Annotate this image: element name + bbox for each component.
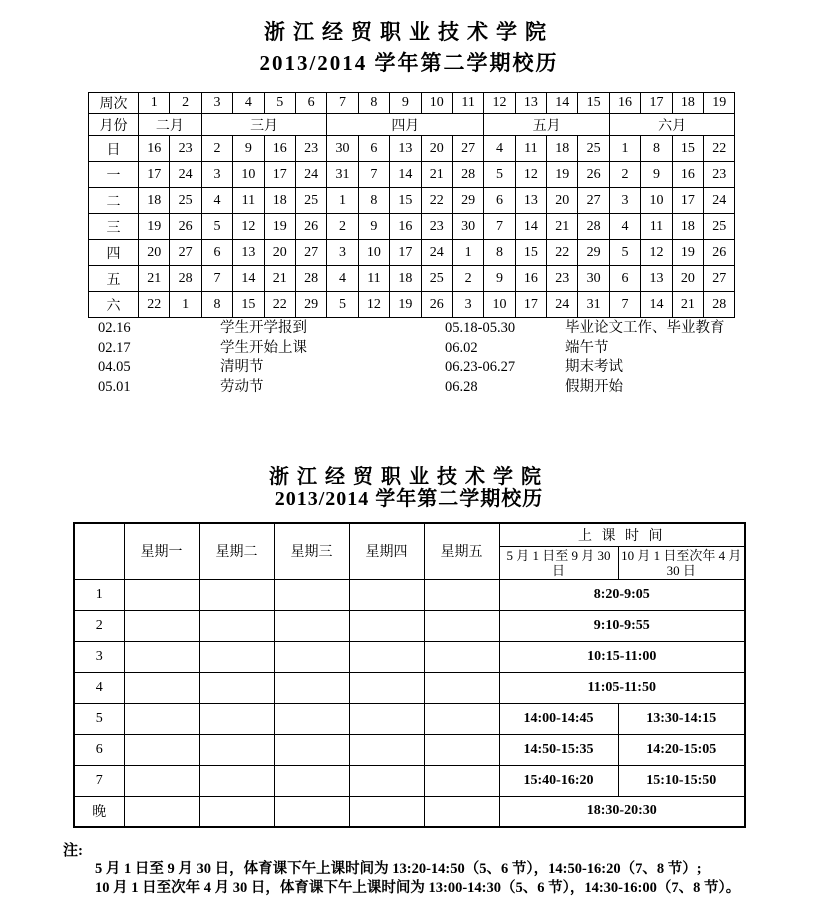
key-date-event: 学生开始上课 [220, 339, 307, 356]
schedule-empty-cell [349, 734, 424, 765]
date-cell: 20 [547, 188, 578, 214]
date-cell: 27 [452, 136, 483, 162]
date-cell: 7 [484, 214, 515, 240]
date-cell: 10 [484, 292, 515, 318]
week-number-cell: 6 [295, 93, 326, 114]
date-cell: 7 [358, 162, 389, 188]
date-cell: 26 [704, 240, 735, 266]
date-cell: 28 [704, 292, 735, 318]
schedule-empty-cell [424, 765, 499, 796]
period-label-cell: 5 [74, 703, 124, 734]
schedule-title-semester: 2013/2014 学年第二学期校历 [274, 488, 544, 510]
period-label-cell: 6 [74, 734, 124, 765]
date-cell: 20 [672, 266, 703, 292]
date-cell: 26 [170, 214, 201, 240]
date-cell: 16 [139, 136, 170, 162]
weekday-header-cell: 星期四 [349, 523, 424, 579]
time-range-summer-cell: 14:00-14:45 [499, 703, 618, 734]
key-dates-list [98, 319, 725, 397]
weekday-date-row [89, 292, 735, 318]
date-cell: 31 [578, 292, 609, 318]
date-cell: 26 [578, 162, 609, 188]
weekday-date-row [89, 162, 735, 188]
date-cell: 13 [390, 136, 421, 162]
time-range-winter-cell: 15:10-15:50 [618, 765, 745, 796]
weekday-header-cell: 星期五 [424, 523, 499, 579]
date-cell: 30 [452, 214, 483, 240]
date-cell: 25 [578, 136, 609, 162]
footnote-line-summer: 5 月 1 日至 9 月 30 日，体育课下午上课时间为 13:20-14:50（5、6 节），14:50-16:20（7、8 节）; [95, 861, 702, 877]
date-cell: 16 [264, 136, 295, 162]
time-range-cell: 18:30-20:30 [499, 796, 745, 827]
date-cell: 9 [484, 266, 515, 292]
date-cell: 2 [609, 162, 640, 188]
week-number-cell: 1 [139, 93, 170, 114]
key-date-value: 02.16 [98, 320, 131, 336]
schedule-header-row [74, 523, 745, 546]
date-cell: 25 [170, 188, 201, 214]
schedule-period-row [74, 765, 745, 796]
week-number-cell: 10 [421, 93, 452, 114]
date-cell: 12 [358, 292, 389, 318]
date-cell: 12 [641, 240, 672, 266]
class-time-header-cell: 上 课 时 间 [499, 523, 745, 546]
calendar-title-semester: 2013/2014 学年第二学期校历 [259, 51, 559, 75]
weekday-date-row [89, 188, 735, 214]
schedule-corner-cell [74, 523, 124, 579]
date-cell: 19 [390, 292, 421, 318]
date-cell: 22 [547, 240, 578, 266]
date-cell: 25 [421, 266, 452, 292]
semester-calendar-table [88, 92, 735, 318]
time-range-summer-cell: 15:40-16:20 [499, 765, 618, 796]
week-number-cell: 5 [264, 93, 295, 114]
key-date-value: 05.18-05.30 [445, 320, 516, 336]
key-date-row [98, 319, 725, 339]
date-cell: 17 [139, 162, 170, 188]
schedule-period-row [74, 610, 745, 641]
time-range-cell: 8:20-9:05 [499, 579, 745, 610]
schedule-empty-cell [124, 641, 199, 672]
date-cell: 29 [578, 240, 609, 266]
date-cell: 13 [233, 240, 264, 266]
date-cell: 7 [201, 266, 232, 292]
date-cell: 22 [139, 292, 170, 318]
schedule-empty-cell [274, 672, 349, 703]
schedule-empty-cell [274, 765, 349, 796]
week-number-cell: 11 [452, 93, 483, 114]
date-cell: 9 [641, 162, 672, 188]
weekday-date-row [89, 266, 735, 292]
schedule-empty-cell [424, 796, 499, 827]
schedule-empty-cell [349, 796, 424, 827]
schedule-empty-cell [424, 672, 499, 703]
date-cell: 14 [641, 292, 672, 318]
schedule-title-school-name: 浙江经贸职业技术学院 [269, 466, 549, 488]
date-cell: 20 [264, 240, 295, 266]
schedule-empty-cell [349, 703, 424, 734]
period-label-cell: 晚 [74, 796, 124, 827]
date-cell: 12 [515, 162, 546, 188]
date-cell: 23 [421, 214, 452, 240]
date-cell: 14 [233, 266, 264, 292]
week-number-cell: 4 [233, 93, 264, 114]
date-cell: 11 [358, 266, 389, 292]
schedule-empty-cell [424, 703, 499, 734]
footnote-line-winter: 10 月 1 日至次年 4 月 30 日，体育课下午上课时间为 13:00-14:30（5、6 节），14:30-16:00（7、8 节）。 [95, 879, 741, 896]
schedule-empty-cell [349, 579, 424, 610]
schedule-empty-cell [274, 703, 349, 734]
date-cell: 21 [672, 292, 703, 318]
month-row-label: 月份 [89, 114, 139, 136]
weekday-label: 二 [89, 188, 139, 214]
date-cell: 7 [609, 292, 640, 318]
date-cell: 19 [264, 214, 295, 240]
date-cell: 27 [704, 266, 735, 292]
date-cell: 29 [452, 188, 483, 214]
period-label-cell: 7 [74, 765, 124, 796]
schedule-period-row [74, 734, 745, 765]
key-date-value: 06.02 [445, 339, 478, 356]
key-date-event: 假期开始 [565, 378, 623, 395]
schedule-empty-cell [349, 765, 424, 796]
key-date-event: 劳动节 [220, 378, 264, 395]
date-cell: 30 [327, 136, 358, 162]
date-cell: 5 [201, 214, 232, 240]
schedule-period-row [74, 579, 745, 610]
date-cell: 13 [515, 188, 546, 214]
month-cell: 四月 [327, 114, 484, 136]
date-cell: 9 [233, 136, 264, 162]
date-cell: 15 [515, 240, 546, 266]
date-cell: 23 [170, 136, 201, 162]
date-cell: 17 [672, 188, 703, 214]
schedule-empty-cell [199, 641, 274, 672]
footnote-label: 注: [63, 843, 83, 859]
date-cell: 11 [233, 188, 264, 214]
key-date-event: 期末考试 [565, 359, 623, 375]
date-cell: 27 [295, 240, 326, 266]
date-cell: 20 [421, 136, 452, 162]
schedule-empty-cell [424, 734, 499, 765]
date-cell: 2 [452, 266, 483, 292]
date-cell: 24 [547, 292, 578, 318]
schedule-empty-cell [199, 579, 274, 610]
key-date-row [98, 339, 725, 359]
date-cell: 11 [641, 214, 672, 240]
date-cell: 2 [201, 136, 232, 162]
date-cell: 5 [327, 292, 358, 318]
week-number-cell: 8 [358, 93, 389, 114]
key-date-value: 06.23-06.27 [445, 359, 516, 375]
key-date-value: 05.01 [98, 378, 131, 395]
date-cell: 24 [421, 240, 452, 266]
date-cell: 21 [264, 266, 295, 292]
date-cell: 19 [547, 162, 578, 188]
weekday-date-row [89, 136, 735, 162]
schedule-empty-cell [199, 610, 274, 641]
date-cell: 2 [327, 214, 358, 240]
key-date-event: 学生开学报到 [220, 320, 307, 336]
weekday-date-row [89, 240, 735, 266]
date-cell: 25 [704, 214, 735, 240]
date-cell: 21 [139, 266, 170, 292]
date-cell: 10 [233, 162, 264, 188]
schedule-period-row [74, 641, 745, 672]
period-label-cell: 4 [74, 672, 124, 703]
weekday-label: 日 [89, 136, 139, 162]
date-cell: 17 [515, 292, 546, 318]
date-cell: 16 [390, 214, 421, 240]
date-cell: 24 [704, 188, 735, 214]
date-cell: 8 [358, 188, 389, 214]
date-cell: 17 [264, 162, 295, 188]
schedule-period-row [74, 703, 745, 734]
week-number-cell: 9 [390, 93, 421, 114]
week-row-label: 周次 [89, 93, 139, 114]
date-cell: 28 [578, 214, 609, 240]
date-cell: 29 [295, 292, 326, 318]
date-cell: 22 [264, 292, 295, 318]
week-number-cell: 15 [578, 93, 609, 114]
date-cell: 15 [390, 188, 421, 214]
schedule-empty-cell [424, 579, 499, 610]
class-time-schedule-table [73, 522, 746, 828]
weekday-label: 五 [89, 266, 139, 292]
date-cell: 27 [170, 240, 201, 266]
weekday-header-cell: 星期二 [199, 523, 274, 579]
schedule-empty-cell [274, 734, 349, 765]
date-cell: 27 [578, 188, 609, 214]
date-cell: 16 [515, 266, 546, 292]
date-cell: 6 [484, 188, 515, 214]
date-cell: 15 [233, 292, 264, 318]
time-range-cell: 9:10-9:55 [499, 610, 745, 641]
date-cell: 8 [641, 136, 672, 162]
schedule-empty-cell [124, 796, 199, 827]
date-cell: 5 [609, 240, 640, 266]
key-date-event: 端午节 [565, 339, 609, 356]
date-cell: 28 [295, 266, 326, 292]
date-cell: 4 [484, 136, 515, 162]
date-cell: 14 [515, 214, 546, 240]
period-label-cell: 1 [74, 579, 124, 610]
date-cell: 23 [704, 162, 735, 188]
date-cell: 25 [295, 188, 326, 214]
weekday-label: 一 [89, 162, 139, 188]
time-range-winter-cell: 13:30-14:15 [618, 703, 745, 734]
month-cell: 五月 [484, 114, 610, 136]
date-cell: 15 [672, 136, 703, 162]
weekday-label: 六 [89, 292, 139, 318]
weekday-header-cell: 星期一 [124, 523, 199, 579]
date-cell: 14 [390, 162, 421, 188]
date-cell: 3 [327, 240, 358, 266]
schedule-footnote [63, 839, 740, 897]
week-number-cell: 13 [515, 93, 546, 114]
date-cell: 1 [452, 240, 483, 266]
key-date-event: 清明节 [220, 359, 264, 375]
date-cell: 11 [515, 136, 546, 162]
date-cell: 4 [327, 266, 358, 292]
month-cell: 六月 [609, 114, 735, 136]
schedule-empty-cell [274, 641, 349, 672]
week-number-cell: 12 [484, 93, 515, 114]
date-cell: 16 [672, 162, 703, 188]
schedule-empty-cell [124, 734, 199, 765]
date-cell: 3 [201, 162, 232, 188]
date-cell: 31 [327, 162, 358, 188]
schedule-empty-cell [349, 672, 424, 703]
date-cell: 24 [170, 162, 201, 188]
date-cell: 5 [484, 162, 515, 188]
date-cell: 10 [358, 240, 389, 266]
week-number-cell: 19 [704, 93, 735, 114]
date-cell: 23 [547, 266, 578, 292]
date-cell: 28 [170, 266, 201, 292]
date-cell: 22 [421, 188, 452, 214]
schedule-empty-cell [274, 579, 349, 610]
week-number-cell: 2 [170, 93, 201, 114]
weekday-header-cell: 星期三 [274, 523, 349, 579]
schedule-empty-cell [124, 672, 199, 703]
month-cell: 三月 [201, 114, 327, 136]
date-cell: 21 [421, 162, 452, 188]
date-cell: 17 [390, 240, 421, 266]
schedule-empty-cell [274, 796, 349, 827]
schedule-empty-cell [199, 672, 274, 703]
date-cell: 6 [609, 266, 640, 292]
schedule-empty-cell [274, 610, 349, 641]
month-row [89, 114, 735, 136]
weekday-label: 四 [89, 240, 139, 266]
week-number-row [89, 93, 735, 114]
time-range-cell: 11:05-11:50 [499, 672, 745, 703]
date-cell: 26 [421, 292, 452, 318]
date-cell: 24 [295, 162, 326, 188]
key-date-event: 毕业论文工作、毕业教育 [565, 320, 725, 336]
date-cell: 20 [139, 240, 170, 266]
time-range-summer-cell: 14:50-15:35 [499, 734, 618, 765]
schedule-empty-cell [199, 734, 274, 765]
date-cell: 18 [264, 188, 295, 214]
date-cell: 1 [609, 136, 640, 162]
week-number-cell: 7 [327, 93, 358, 114]
date-cell: 8 [484, 240, 515, 266]
date-cell: 23 [295, 136, 326, 162]
date-cell: 6 [358, 136, 389, 162]
date-cell: 18 [139, 188, 170, 214]
date-cell: 18 [672, 214, 703, 240]
date-cell: 12 [233, 214, 264, 240]
time-period-summer-cell: 5 月 1 日至 9 月 30 日 [499, 546, 618, 579]
date-cell: 4 [609, 214, 640, 240]
key-date-row [98, 358, 725, 378]
key-date-value: 06.28 [445, 378, 478, 395]
week-number-cell: 14 [547, 93, 578, 114]
schedule-empty-cell [199, 796, 274, 827]
date-cell: 26 [295, 214, 326, 240]
schedule-empty-cell [124, 765, 199, 796]
date-cell: 21 [547, 214, 578, 240]
period-label-cell: 2 [74, 610, 124, 641]
key-date-value: 02.17 [98, 339, 131, 356]
schedule-empty-cell [124, 610, 199, 641]
key-date-row [98, 378, 725, 398]
calendar-title-school-name: 浙江经贸职业技术学院 [264, 20, 554, 44]
schedule-empty-cell [199, 703, 274, 734]
schedule-empty-cell [124, 579, 199, 610]
period-label-cell: 3 [74, 641, 124, 672]
week-number-cell: 17 [641, 93, 672, 114]
date-cell: 3 [609, 188, 640, 214]
schedule-empty-cell [349, 641, 424, 672]
date-cell: 19 [672, 240, 703, 266]
date-cell: 22 [704, 136, 735, 162]
week-number-cell: 18 [672, 93, 703, 114]
date-cell: 3 [452, 292, 483, 318]
time-range-cell: 10:15-11:00 [499, 641, 745, 672]
schedule-empty-cell [349, 610, 424, 641]
date-cell: 10 [641, 188, 672, 214]
date-cell: 6 [201, 240, 232, 266]
week-number-cell: 16 [609, 93, 640, 114]
date-cell: 8 [201, 292, 232, 318]
time-period-winter-cell: 10 月 1 日至次年 4 月 30 日 [618, 546, 745, 579]
schedule-empty-cell [424, 641, 499, 672]
date-cell: 13 [641, 266, 672, 292]
key-date-value: 04.05 [98, 359, 131, 375]
schedule-empty-cell [424, 610, 499, 641]
date-cell: 18 [390, 266, 421, 292]
schedule-empty-cell [199, 765, 274, 796]
schedule-empty-cell [124, 703, 199, 734]
week-number-cell: 3 [201, 93, 232, 114]
date-cell: 9 [358, 214, 389, 240]
date-cell: 1 [170, 292, 201, 318]
time-range-winter-cell: 14:20-15:05 [618, 734, 745, 765]
weekday-date-row [89, 214, 735, 240]
date-cell: 1 [327, 188, 358, 214]
date-cell: 30 [578, 266, 609, 292]
date-cell: 18 [547, 136, 578, 162]
date-cell: 4 [201, 188, 232, 214]
date-cell: 28 [452, 162, 483, 188]
date-cell: 19 [139, 214, 170, 240]
schedule-period-row [74, 796, 745, 827]
schedule-period-row [74, 672, 745, 703]
weekday-label: 三 [89, 214, 139, 240]
month-cell: 二月 [139, 114, 202, 136]
